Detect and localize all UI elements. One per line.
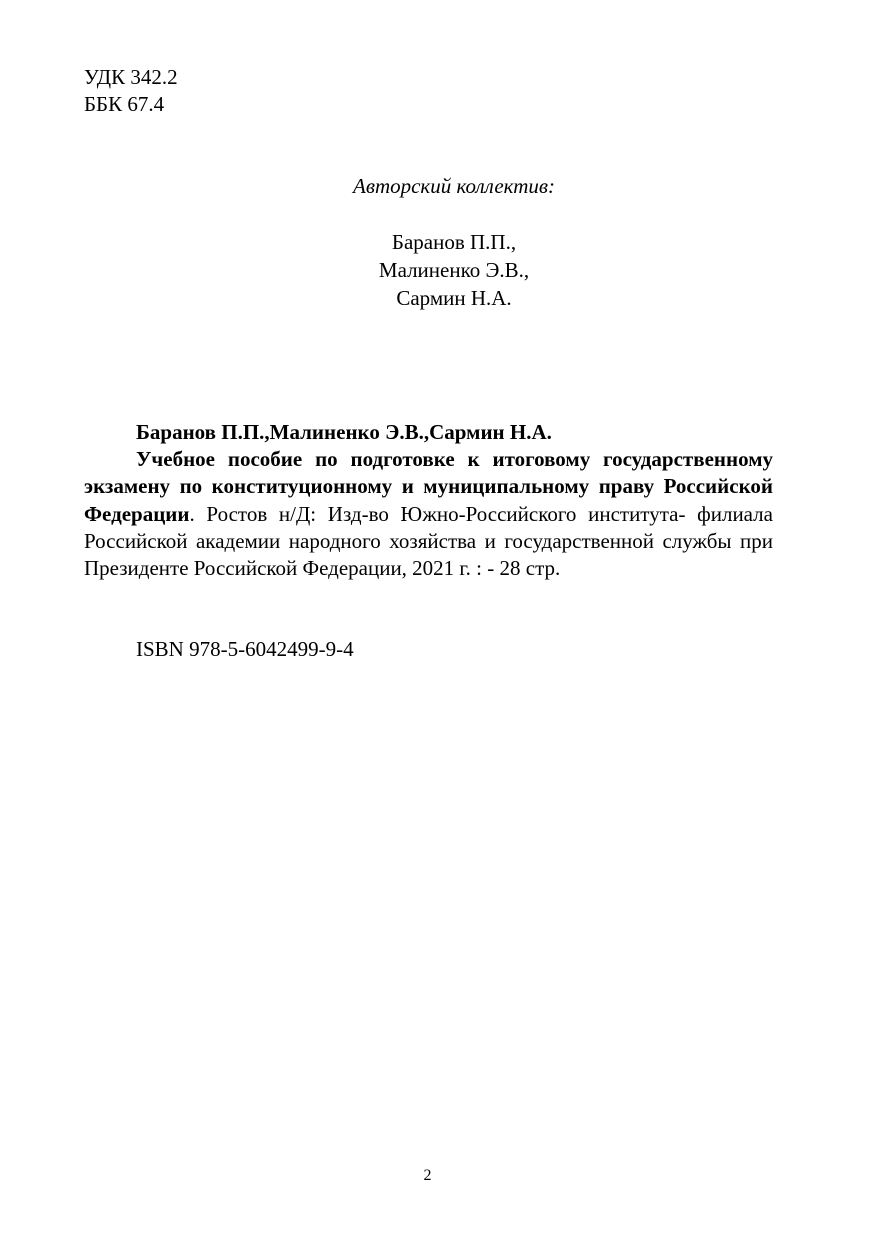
page-number: 2 xyxy=(423,1167,432,1184)
author-name: Сармин Н.А. xyxy=(396,286,512,310)
book-imprint: . Ростов н/Д: Изд-во Южно-Российского института- филиала Российской академии народного хозяйства и государственной службы при Президенте Российской Федерации, 2021 г. : - 28 стр. xyxy=(84,501,773,581)
author-list xyxy=(84,228,824,312)
book-title: Учебное пособие по подготовке к итоговому государственному экзамену по конституционному и муниципальному праву Российской Федерации xyxy=(84,447,773,526)
udk-code: УДК 342.2 xyxy=(84,65,178,89)
bibliographic-record xyxy=(84,419,773,582)
author-name: Баранов П.П., xyxy=(391,230,517,254)
isbn: ISBN 978-5-6042499-9-4 xyxy=(136,637,354,661)
author-name: Малиненко Э.В., xyxy=(378,258,530,282)
bbk-code: ББК 67.4 xyxy=(84,92,165,116)
author-collective xyxy=(84,172,824,312)
biblio-description xyxy=(84,446,773,582)
biblio-authors-line: Баранов П.П.,Малиненко Э.В.,Сармин Н.А. xyxy=(136,420,552,444)
author-collective-heading: Авторский коллектив: xyxy=(353,174,555,198)
classification-codes xyxy=(84,64,178,118)
